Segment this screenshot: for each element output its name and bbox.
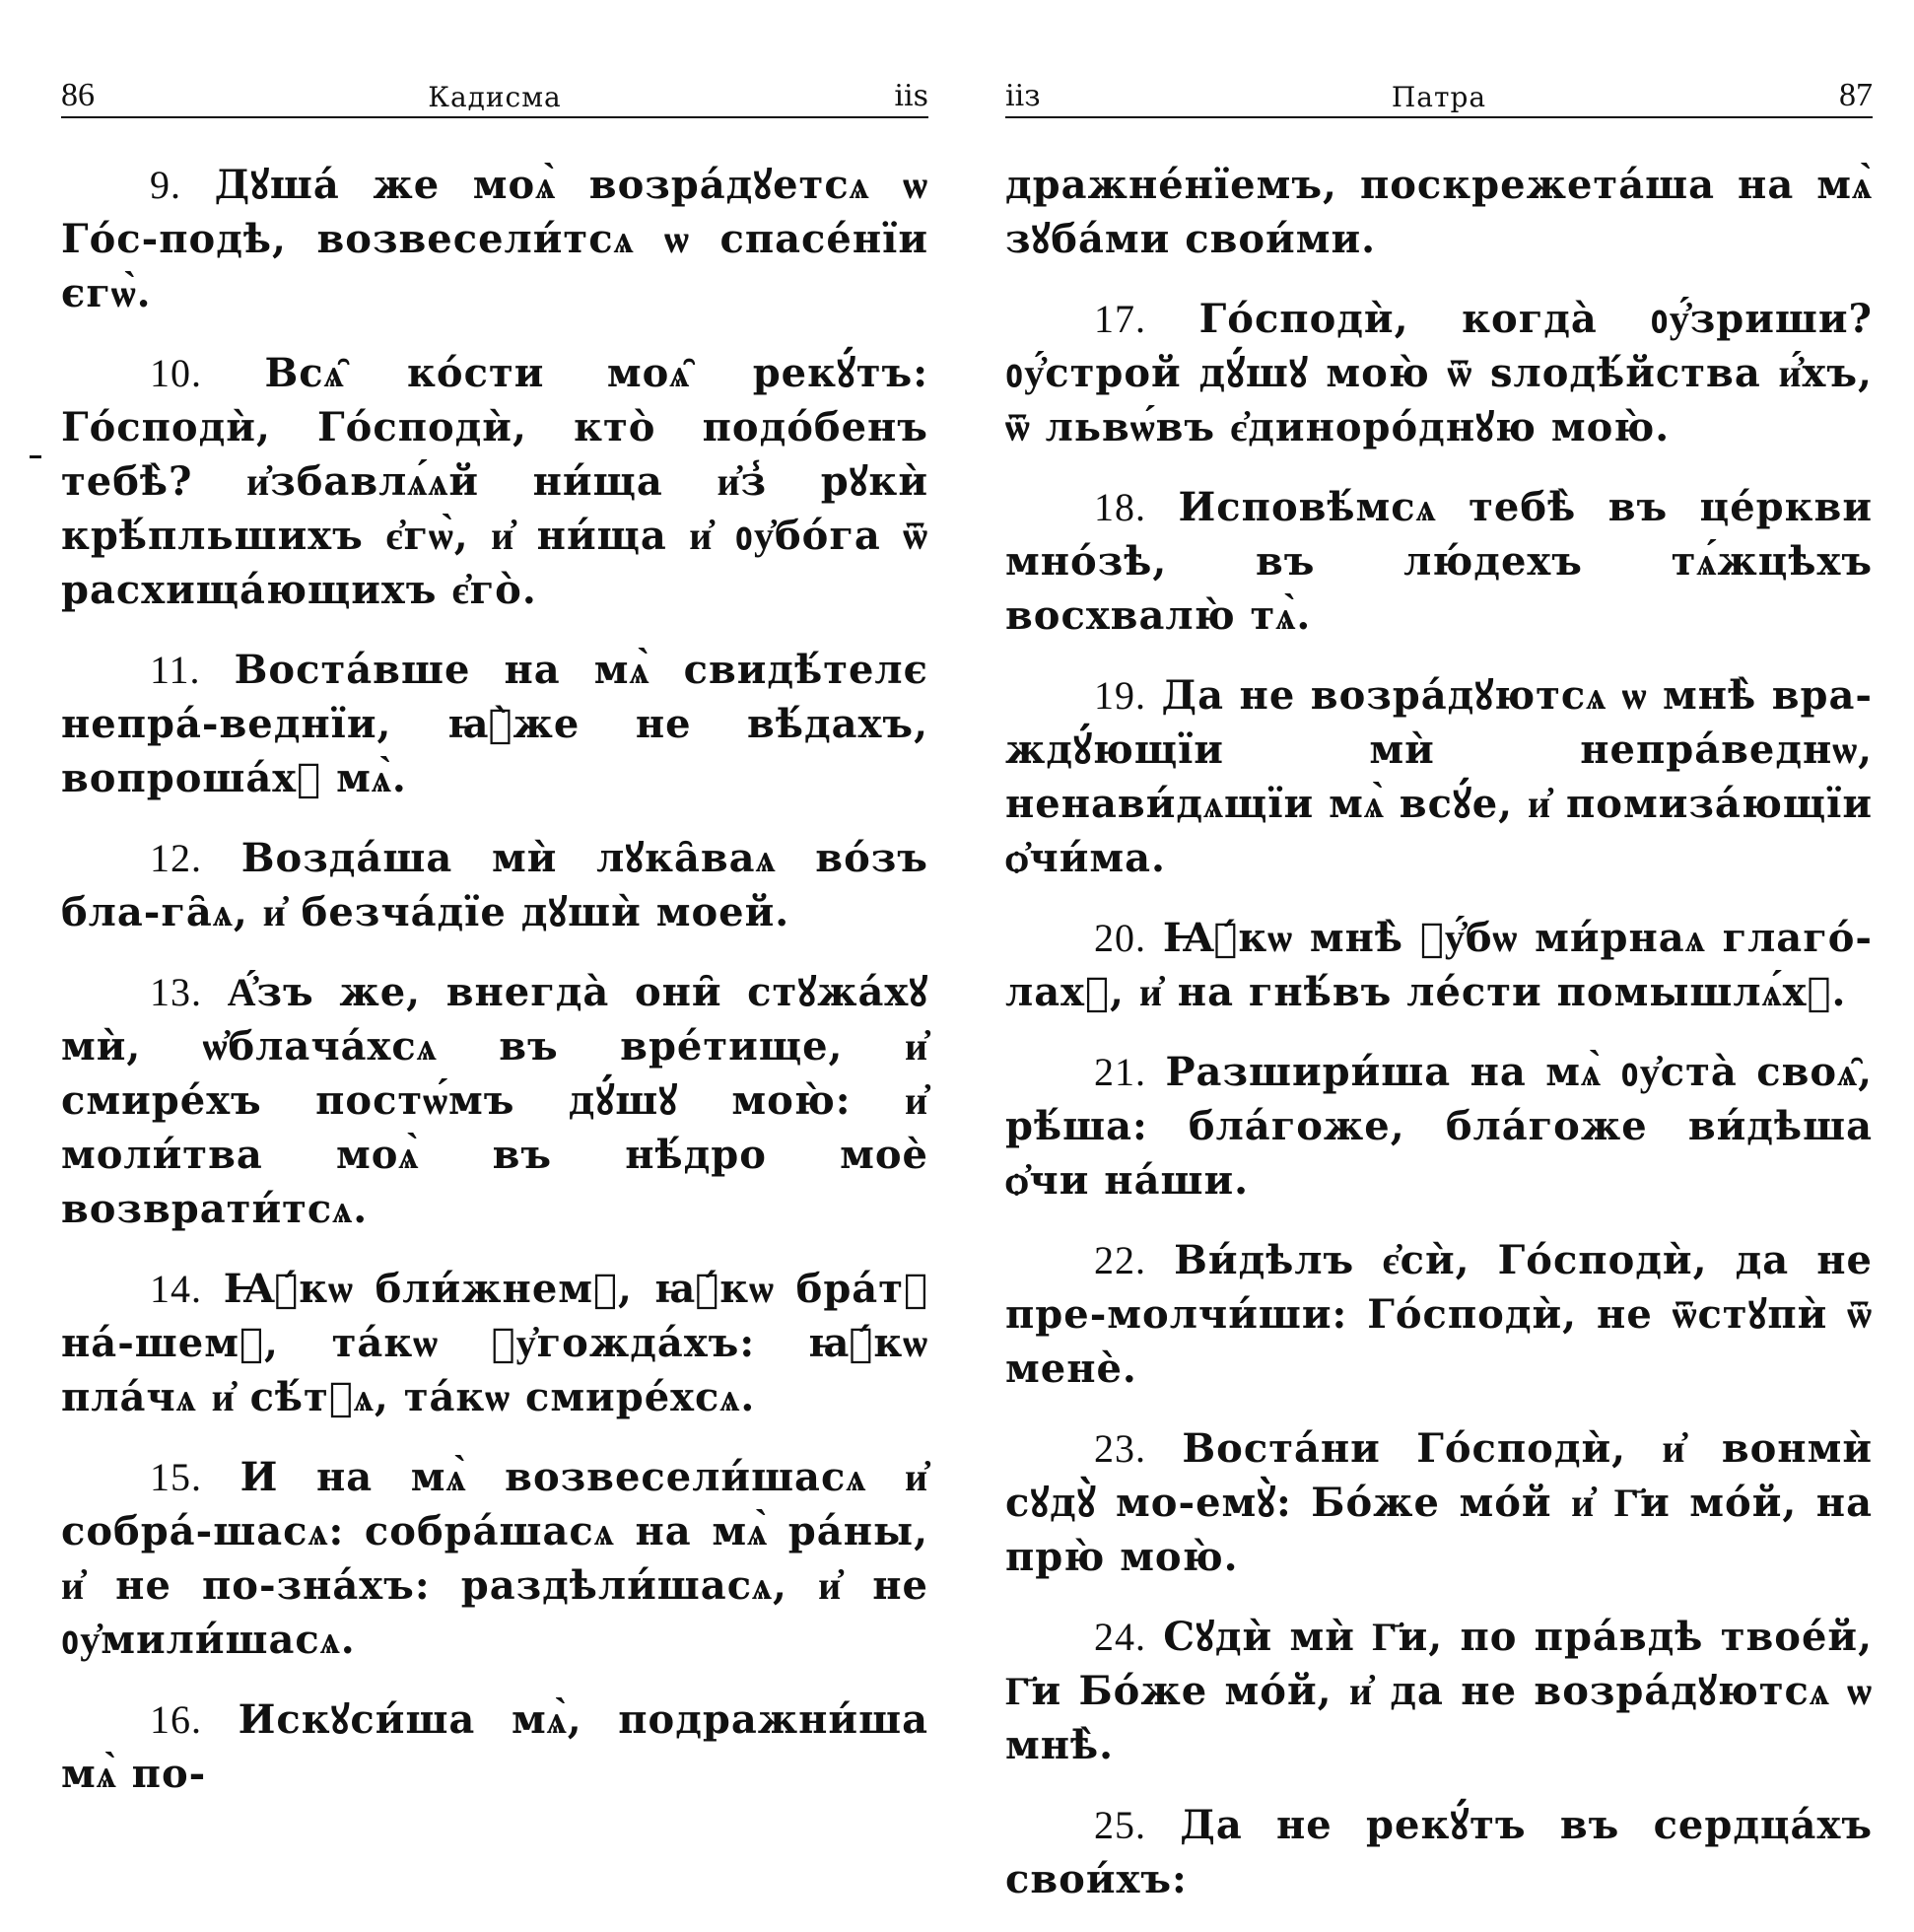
left-signature: ііѕ <box>894 79 928 113</box>
verse-16: 16. Искꙋси́ша мѧ̀, подражни́ша мѧ̀ по- <box>61 1696 928 1797</box>
verse-18: 18. Исповѣ́мсѧ тебѣ̀ въ це́ркви мно́зѣ, въ лю́дехъ тѧ́жцѣхъ восхвалю̀ тѧ̀. <box>1005 484 1873 639</box>
verse-10: 10. Всѧ̑ ко́сти моѧ̑ рекꙋ́тъ: Го́сподѝ, Го́сподѝ, кто̀ подо́бенъ тебѣ̀? и҆збавлѧ́ѧй ни́ща и҆з̾ рꙋкѝ крѣ́пльшихъ є҆гѡ̀, и҆ ни́ща и҆ ᲂу҆бо́га ѿ расхища́ющихъ є҆го̀. <box>61 350 928 613</box>
verse-14: 14. Ꙗ҆́кѡ бли́жнемꙋ, ꙗ҆́кѡ бра́тꙋ на́-шемꙋ, та́кѡ ᲂу҆гожда́хъ: ꙗ҆́кѡ пла́чѧ и҆ сѣ́тꙋѧ, та́кѡ смире́хсѧ. <box>61 1266 928 1420</box>
right-page-number: 87 <box>1839 77 1873 113</box>
left-running-header <box>61 77 928 120</box>
verse-13: 13. А҆́зъ же, внегда̀ они̑ стꙋжа́хꙋ мѝ, ѡ҆блача́хсѧ въ вре́тище, и҆ смире́хъ постѡ́мъ дꙋ́шꙋ мою̀: и҆ моли́тва моѧ̀ въ нѣ́дро моѐ возврати́тсѧ. <box>61 969 928 1232</box>
left-verses <box>61 158 928 1827</box>
verse-21: 21. Разшири́ша на мѧ̀ ᲂу҆ста̀ своѧ̑, рѣ́ша: бла́гоже, бла́гоже ви́дѣша ѻ҆чи на́ши. <box>1005 1049 1874 1204</box>
left-section-title: Кадисма <box>428 81 562 113</box>
right-page <box>1005 0 1914 1902</box>
margin-mark <box>30 455 41 458</box>
verse-25: 25. Да не рекꙋ́тъ въ сердца́хъ свои́хъ: <box>1005 1802 1874 1902</box>
left-page-number: 86 <box>61 77 95 113</box>
right-verses <box>1005 158 1873 1932</box>
verse-23: 23. Воста́ни Го́сподѝ, и҆ вонмѝ сꙋдꙋ̀ мо-емꙋ̀: Бо́же мо́й и҆ Г҃и мо́й, на прю̀ мою̀. <box>1005 1425 1873 1580</box>
right-section-title: Патра <box>1391 81 1487 113</box>
verse-20: 20. Ꙗ҆́кѡ мнѣ̀ ᲂу҆́бѡ ми́рнаѧ глаго́-лахꙋ, и҆ на гнѣ́въ ле́сти помышлѧ́хꙋ. <box>1005 915 1873 1015</box>
verse-12: 12. Возда́ша мѝ лꙋка̑ваѧ во́зъ бла-га̑ѧ, и҆ безча́дїе дꙋшѝ моей. <box>61 835 928 935</box>
verse-15: 15. И на мѧ̀ возвесели́шасѧ и҆ собра́-шасѧ: собра́шасѧ на мѧ̀ ра́ны, и҆ не по-зна́хъ: раздѣли́шасѧ, и҆ не ᲂу҆мили́шасѧ. <box>61 1454 928 1663</box>
right-signature: ііз <box>1005 79 1041 113</box>
verse-17: 17. Го́сподѝ, когда̀ ᲂу҆́зриши? ᲂу҆́строй дꙋ́шꙋ мою̀ ѿ ѕлодѣ́йства и҆́хъ, ѿ львѡ́въ є҆диноро́днꙋю мою̀. <box>1005 296 1873 450</box>
left-page <box>61 0 978 1797</box>
right-header-rule <box>1005 116 1873 118</box>
verse-11: 11. Воста́вше на мѧ̀ свидѣ́телє непра́-веднїи, ꙗ҆̀же не вѣ́дахъ, вопроша́хꙋ мѧ̀. <box>61 647 928 801</box>
verse-16-continuation: дражне́нїемъ, поскрежета́ша на мѧ̀ зꙋба́ми свои́ми. <box>1005 162 1873 262</box>
verse-9: 9. Дꙋша́ же моѧ̀ возра́дꙋетсѧ ѡ Го́с-подѣ, возвесели́тсѧ ѡ спасе́нїи єгѡ̀. <box>61 162 928 316</box>
verse-22: 22. Ви́дѣлъ є҆сѝ, Го́сподѝ, да не пре-молчи́ши: Го́сподѝ, не ѿстꙋпѝ ѿ менѐ. <box>1005 1237 1873 1392</box>
right-running-header <box>1005 77 1873 120</box>
left-header-rule <box>61 116 928 118</box>
verse-24: 24. Сꙋдѝ мѝ Г҃и, по пра́вдѣ твое́й, Г҃и Бо́же мо́й, и҆ да не возра́дꙋютсѧ ѡ мнѣ̀. <box>1005 1614 1873 1768</box>
verse-19: 19. Да не возра́дꙋютсѧ ѡ мнѣ̀ вра-ждꙋ́ющїи мѝ непра́веднѡ, ненави́дѧщїи мѧ̀ всꙋ́е, и҆ помиза́ющїи ѻ҆чи́ма. <box>1005 672 1873 881</box>
